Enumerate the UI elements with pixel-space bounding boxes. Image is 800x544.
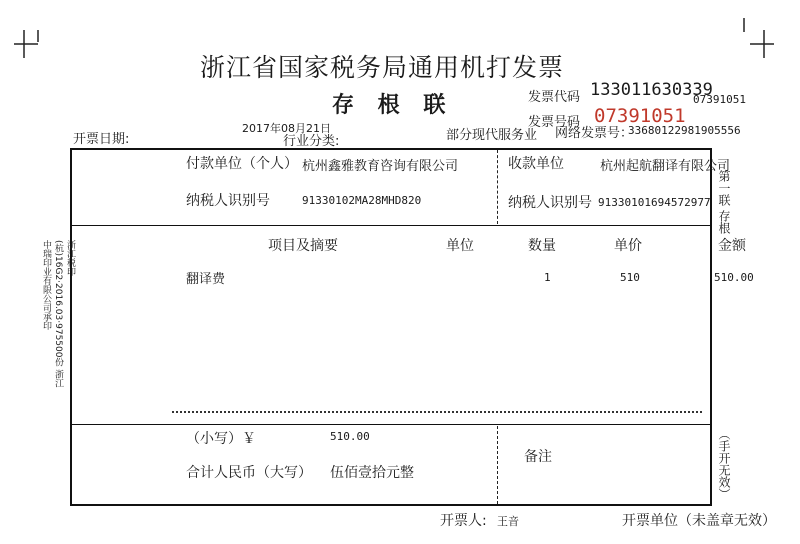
invoice-code-label: 发票代码 xyxy=(528,90,581,105)
col-header-price: 单价 xyxy=(614,238,642,254)
invoice-number-label: 发票号码 xyxy=(528,115,581,130)
total-big-value: 伍佰壹拾元整 xyxy=(330,465,414,481)
invoice-title: 浙江省国家税务局通用机打发票 xyxy=(200,53,565,82)
remark-divider xyxy=(497,426,498,504)
invoice-code-small: 07391051 xyxy=(693,93,746,106)
network-invoice-value: 33680122981905556 xyxy=(628,124,741,137)
issue-date-label: 开票日期: xyxy=(73,132,130,147)
col-header-amount: 金额 xyxy=(718,238,746,254)
total-small-label: （小写）￥ xyxy=(186,431,256,447)
payer-label: 付款单位（个人） xyxy=(186,156,298,172)
table-divider-header xyxy=(70,225,712,226)
invoice-subtitle: 存 根 联 xyxy=(332,92,454,118)
total-big-label: 合计人民币（大写） xyxy=(186,465,312,481)
payee-tax-label: 纳税人识别号 xyxy=(508,195,592,211)
payer-payee-divider xyxy=(497,150,498,224)
item-price: 510 xyxy=(620,271,640,284)
payer-tax-label: 纳税人识别号 xyxy=(186,193,270,209)
payee-name: 杭州起航翻译有限公司 xyxy=(600,159,731,174)
col-header-item: 项目及摘要 xyxy=(268,238,338,254)
col-header-qty: 数量 xyxy=(528,238,556,254)
industry-value: 部分现代服务业 xyxy=(446,128,538,143)
payer-tax-id: 91330102MA28MHD820 xyxy=(302,194,422,207)
issuer-label: 开票人: xyxy=(440,513,487,529)
handwritten-invalid-note: （手开无效） xyxy=(717,428,731,500)
invoice-number-value: 07391051 xyxy=(594,105,686,127)
col-header-unit: 单位 xyxy=(446,238,474,254)
printer-note: 浙江税印(杭)16G2·2016.03·975500份 浙江中瑞印业有限公司承印 xyxy=(41,240,75,388)
table-divider-totals xyxy=(70,424,712,425)
total-small-value: 510.00 xyxy=(330,430,370,443)
payee-label: 收款单位 xyxy=(508,156,564,172)
item-amount: 510.00 xyxy=(714,271,754,284)
items-end-dotted-line xyxy=(172,411,702,413)
copy-type-note: 第一联 存根 xyxy=(717,170,731,234)
registration-tick-top-left xyxy=(36,30,64,58)
issuing-unit-seal-label: 开票单位（未盖章无效） xyxy=(622,513,776,529)
network-invoice-label: 网络发票号： xyxy=(555,126,634,141)
item-qty: 1 xyxy=(544,271,551,284)
registration-tick-top-right xyxy=(742,18,770,46)
remark-label: 备注 xyxy=(524,449,552,465)
issuer-name: 王音 xyxy=(497,515,519,528)
payer-name: 杭州鑫雅教育咨询有限公司 xyxy=(302,159,459,174)
invoice-code-value: 133011630339 xyxy=(590,80,713,100)
payee-tax-id: 91330101694572977 xyxy=(598,196,711,209)
item-name: 翻译费 xyxy=(186,272,226,287)
registration-mark-top-left xyxy=(10,30,38,58)
industry-label: 行业分类: xyxy=(283,134,340,149)
issue-date: 2017年08月21日 xyxy=(242,122,331,135)
